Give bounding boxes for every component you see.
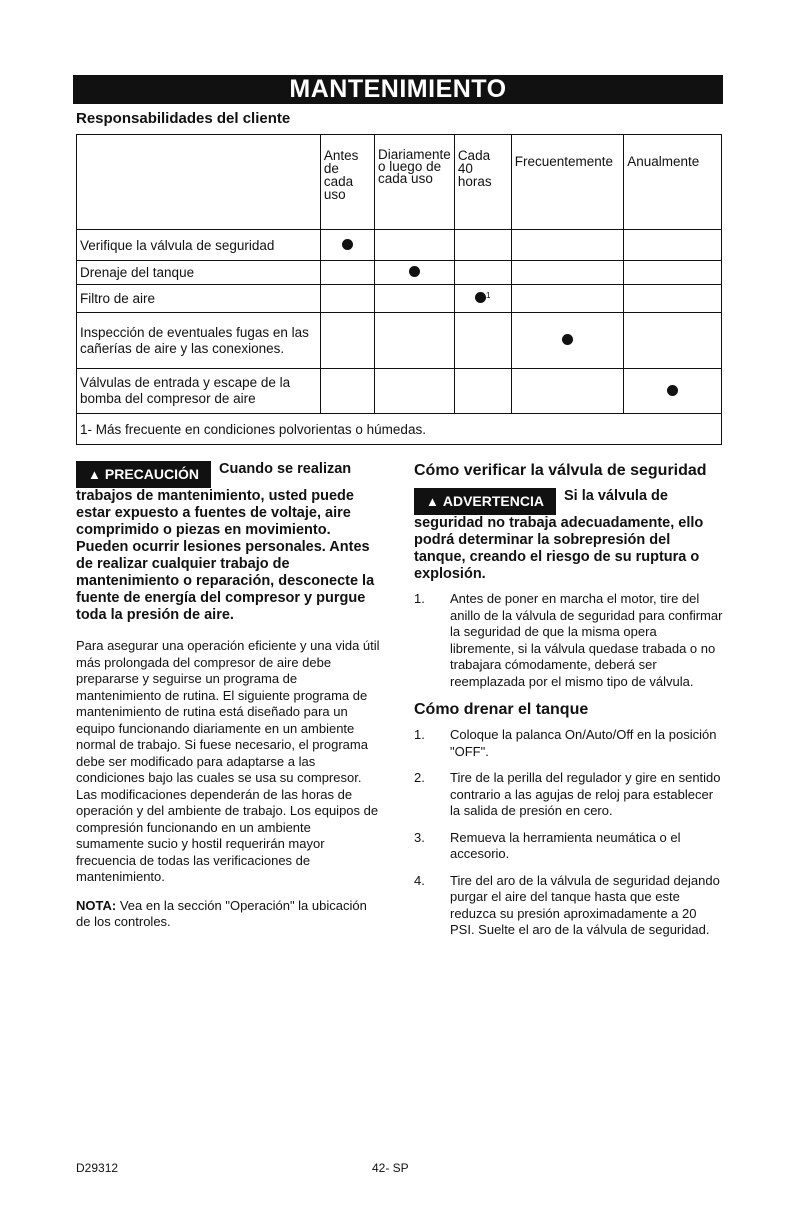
task-cell: Válvulas de entrada y escape de la bomba del compresor de aire: [77, 369, 321, 414]
table-row: [77, 285, 722, 313]
task-cell: Inspección de eventuales fugas en las cañerías de aire y las conexiones.: [77, 313, 321, 369]
header-empty-cell: [77, 135, 321, 230]
header-daily: Diariamente o luego de cada uso: [375, 135, 455, 230]
table-header-row: [77, 135, 722, 230]
drain-steps-list: [414, 727, 724, 939]
intro-paragraph: Para asegurar una operación eficiente y una vida útil más prolongada del compresor de aire debe prepararse y seguirse un programa de mantenimiento de rutina. El siguiente programa de mantenimiento de rutina está diseñado para un equipo funcionando diariamente en un ambiente normal de trabajo. Si fuese necesario, el programa debe ser modificado para adaptarse a las condiciones bajo las cuales se usa su compresor. Las modificaciones dependerán de las horas de operación y del ambiente de trabajo. Los equipos de compresión funcionando en un ambiente sumamente sucio y hostil requerirán mayor frecuencia de todas las verificaciones de mantenimiento.: [76, 638, 380, 884]
caution-badge: ▲ PRECAUCIÓN: [76, 461, 211, 488]
caution-block: [76, 461, 382, 624]
page-banner: MANTENIMIENTO: [73, 75, 723, 104]
check-dot-icon: [562, 334, 573, 345]
drain-section-title: Cómo drenar el tanque: [414, 701, 589, 718]
note-label: NOTA:: [76, 897, 117, 913]
note-text: Vea en la sección "Operación" la ubicación de los controles.: [76, 897, 367, 929]
list-item: 4. Tire del aro de la válvula de seguridad dejando purgar el aire del tanque hasta que este reduzca su presión aproximadamente a 20 PSI. Suelte el aro de la válvula de seguridad.: [414, 872, 720, 937]
document-code: D29312: [76, 1161, 119, 1175]
header-before-each-use: Antes de cada uso: [320, 135, 374, 230]
valve-steps-list: [414, 591, 724, 690]
task-cell: Drenaje del tanque: [77, 261, 321, 285]
section-subtitle: Responsabilidades del cliente: [76, 110, 291, 127]
caution-text: Cuando se realizan trabajos de mantenimiento, usted puede estar expuesto a fuentes de voltaje, aire comprimido o piezas en movimiento. Pueden ocurrir lesiones personales. Antes de realizar cualquier trabajo de mantenimiento o reparación, desconecte la fuente de energía del compresor y purgue toda la presión de aire.: [76, 461, 375, 623]
table-row: [77, 261, 722, 285]
warning-badge: ▲ ADVERTENCIA: [414, 488, 556, 515]
header-40-hours: Cada 40 horas: [454, 135, 511, 230]
check-dot-icon: [342, 239, 353, 250]
left-column: [76, 461, 382, 943]
table-footnote-row: [77, 414, 722, 445]
table-row: [77, 369, 722, 414]
list-item: 3. Remueva la herramienta neumática o el accesorio.: [414, 829, 681, 861]
table-row: [77, 313, 722, 369]
header-frequently: Frecuentemente: [511, 135, 624, 230]
check-dot-icon: [475, 292, 486, 303]
valve-section-title: Cómo verificar la válvula de seguridad: [414, 462, 707, 479]
list-item: 1. Coloque la palanca On/Auto/Off en la posición "OFF".: [414, 727, 717, 759]
maintenance-schedule-table: [76, 134, 722, 445]
page-number: 42- SP: [372, 1161, 409, 1175]
list-item: 2. Tire de la perilla del regulador y gire en sentido contrario a las agujas de reloj para establecer la salida de presión en cero.: [414, 770, 721, 818]
note-paragraph: [76, 898, 382, 931]
check-dot-icon: [409, 266, 420, 277]
footnote-marker: 1: [486, 290, 491, 300]
header-annually: Anualmente: [624, 135, 722, 230]
warning-triangle-icon: ▲: [88, 467, 101, 482]
warning-block: [414, 488, 724, 583]
warning-text: Si la válvula de seguridad no trabaja adecuadamente, ello podrá determinar la sobrepresión del tanque, creando el riesgo de su ruptura o explosión.: [414, 488, 704, 582]
check-dot-icon: [667, 385, 678, 396]
table-row: [77, 230, 722, 261]
list-item: 1. Antes de poner en marcha el motor, tire del anillo de la válvula de seguridad para confirmar la seguridad de que la misma opera libremente, si la válvula quedase trabada o no trabajara cómodamente, deberá ser reemplazada por el mismo tipo de válvula.: [414, 591, 723, 689]
task-cell: Verifique la válvula de seguridad: [77, 230, 321, 261]
table-footnote: 1- Más frecuente en condiciones polvorientas o húmedas.: [77, 414, 722, 445]
right-column: [414, 461, 724, 949]
warning-triangle-icon: ▲: [426, 494, 439, 509]
task-cell: Filtro de aire: [77, 285, 321, 313]
